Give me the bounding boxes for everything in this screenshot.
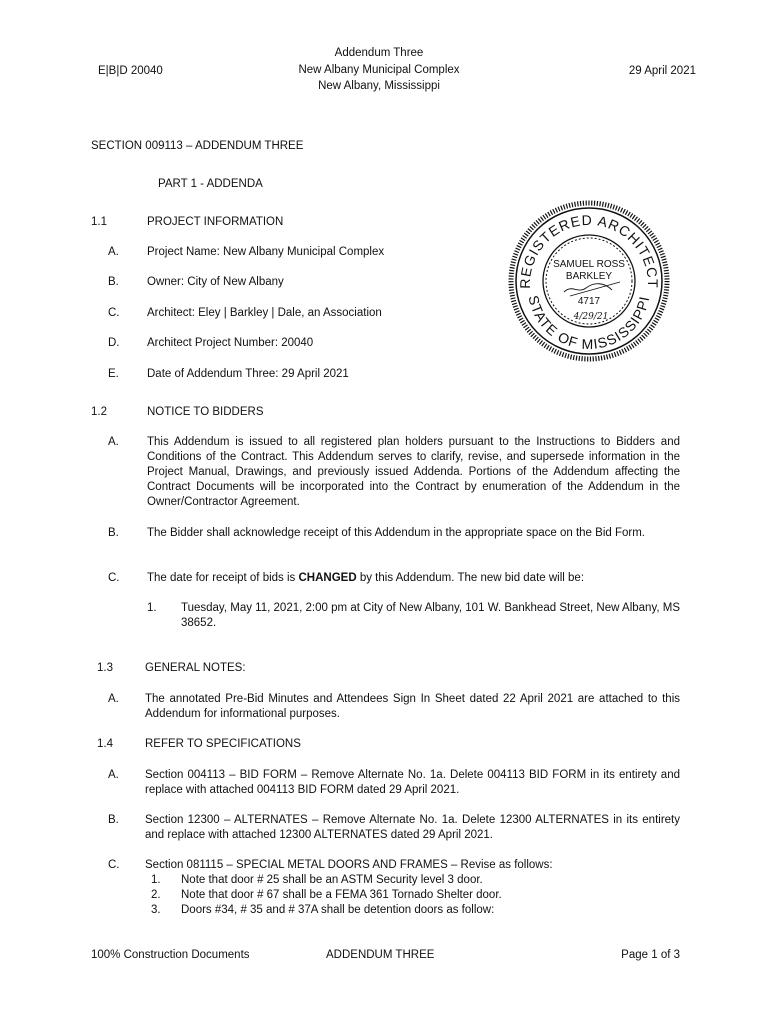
architect-project-number: Architect Project Number: 20040 [147, 337, 314, 349]
section-1-4-number: 1.4 [97, 738, 113, 750]
sub-item-number: 2. [151, 889, 161, 901]
footer-page-number: Page 1 of 3 [621, 949, 680, 961]
item-letter: D. [108, 337, 120, 349]
item-letter: A. [108, 436, 119, 448]
stamp-name-line-1: SAMUEL ROSS [553, 259, 625, 270]
section-1-1-number: 1.1 [91, 216, 107, 228]
header-title-line-3: New Albany, Mississippi [318, 80, 440, 92]
stamp-date: 4/29/21 [573, 312, 609, 322]
notice-paragraph-b: The Bidder shall acknowledge receipt of this Addendum in the appropriate space on the Bid Form. [147, 527, 645, 539]
sub-item-number: 3. [151, 904, 161, 916]
item-letter: B. [108, 527, 119, 539]
stamp-bottom-arc: STATE OF MISSISSIPPI [525, 293, 653, 353]
sub-item-number: 1. [147, 602, 157, 614]
header-date: 29 April 2021 [628, 65, 696, 77]
signature-scribble [564, 282, 620, 296]
part-title: PART 1 - ADDENDA [158, 178, 263, 190]
item-letter: C. [108, 307, 120, 319]
section-1-3-heading: GENERAL NOTES: [145, 662, 246, 674]
spec-item-a: Section 004113 – BID FORM – Remove Alternate No. 1a. Delete 004113 BID FORM in its entirety and replace with attached 004113 BID FORM dated 29 April 2021. [145, 769, 680, 796]
changed-emphasis: CHANGED [298, 572, 357, 584]
section-title: SECTION 009113 – ADDENDUM THREE [91, 140, 304, 152]
door-note: Note that door # 25 shall be an ASTM Security level 3 door. [181, 874, 483, 886]
item-letter: A. [108, 246, 119, 258]
section-1-2-heading: NOTICE TO BIDDERS [147, 406, 264, 418]
item-letter: C. [108, 859, 120, 871]
item-letter: A. [108, 769, 119, 781]
item-letter: C. [108, 572, 120, 584]
item-letter: A. [108, 693, 119, 705]
item-letter: E. [108, 368, 119, 380]
addendum-date: Date of Addendum Three: 29 April 2021 [147, 368, 349, 380]
architect-seal-stamp [508, 200, 670, 362]
item-letter: B. [108, 276, 119, 288]
section-1-4-heading: REFER TO SPECIFICATIONS [145, 738, 301, 750]
footer-center: ADDENDUM THREE [326, 949, 435, 961]
header-title-line-2: New Albany Municipal Complex [298, 64, 460, 76]
new-bid-date: Tuesday, May 11, 2021, 2:00 pm at City of New Albany, 101 W. Bankhead Street, New Albany, MS 38652. [181, 602, 680, 629]
architect: Architect: Eley | Barkley | Dale, an Association [147, 307, 382, 319]
footer-left: 100% Construction Documents [91, 949, 250, 961]
stamp-name-line-2: BARKLEY [565, 271, 613, 282]
header-title-line-1: Addendum Three [334, 47, 424, 59]
spec-item-b: Section 12300 – ALTERNATES – Remove Alternate No. 1a. Delete 12300 ALTERNATES in its entirety and replace with attached 12300 ALTERNATES dated 29 April 2021. [145, 814, 680, 841]
notice-paragraph-c [147, 571, 584, 586]
spec-item-c: Section 081115 – SPECIAL METAL DOORS AND FRAMES – Revise as follows: [145, 859, 553, 871]
general-note-a: The annotated Pre-Bid Minutes and Attendees Sign In Sheet dated 22 April 2021 are attached to this Addendum for informational purposes. [145, 693, 680, 720]
stamp-number: 4717 [577, 296, 601, 307]
section-1-2-number: 1.2 [91, 406, 107, 418]
door-note: Doors #34, # 35 and # 37A shall be detention doors as follow: [181, 904, 495, 916]
section-1-3-number: 1.3 [97, 662, 113, 674]
stamp-top-arc: REGISTERED ARCHITECT [516, 211, 662, 289]
section-1-1-heading: PROJECT INFORMATION [147, 216, 284, 228]
project-name: Project Name: New Albany Municipal Complex [147, 246, 385, 258]
sub-item-number: 1. [151, 874, 161, 886]
notice-paragraph-a: This Addendum is issued to all registered plan holders pursuant to the Instructions to Bidders and Conditions of the Contract. This Addendum serves to clarify, revise, and supersede information in the Project Manual, Drawings, and previously issued Addenda. Portions of the Addendum affecting the Contract Documents will be incorporated into the Contract by enumeration of the Addendum in the Owner/Contractor Agreement. [147, 436, 680, 508]
text-run: The date for receipt of bids is [147, 572, 299, 584]
header-project-code: E|B|D 20040 [98, 65, 163, 77]
item-letter: B. [108, 814, 119, 826]
door-note: Note that door # 67 shall be a FEMA 361 Tornado Shelter door. [181, 889, 502, 901]
owner: Owner: City of New Albany [147, 276, 284, 288]
text-run: by this Addendum. The new bid date will be: [356, 572, 585, 584]
